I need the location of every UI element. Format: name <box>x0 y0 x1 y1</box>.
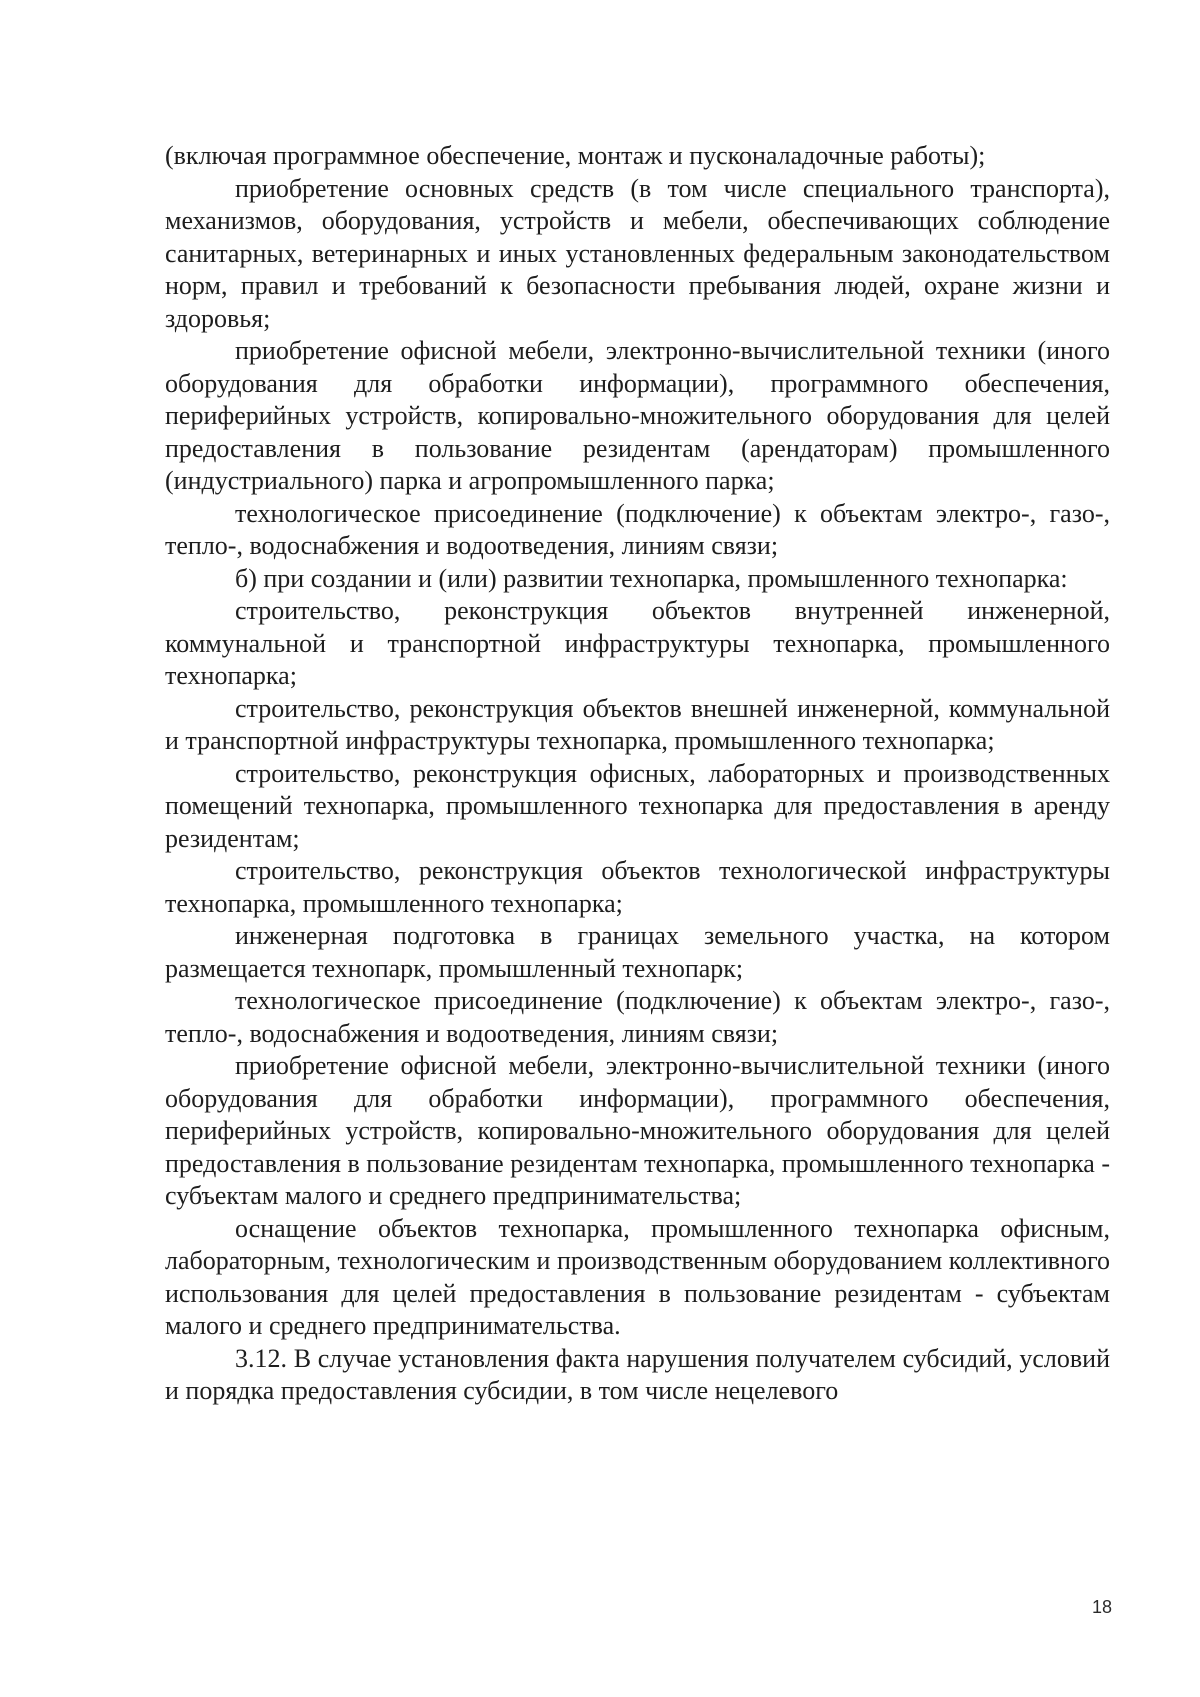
paragraph: 3.12. В случае установления факта нарушения получателем субсидий, условий и порядка предоставления субсидии, в том числе нецелевого <box>165 1343 1110 1405</box>
page-number: 18 <box>1091 1597 1112 1617</box>
paragraph: технологическое присоединение (подключение) к объектам электро-, газо-, тепло-, водоснабжения и водоотведения, линиям связи; <box>165 498 1110 560</box>
paragraph: б) при создании и (или) развитии технопарка, промышленного технопарка: <box>235 563 1068 593</box>
paragraph: приобретение офисной мебели, электронно-вычислительной техники (иного оборудования для обработки информации), программного обеспечения, периферийных устройств, копировально-множительного оборудования для целей предоставления в пользование резидентам технопарка, промышленного технопарка - субъектам малого и среднего предпринимательства; <box>165 1051 1110 1210</box>
paragraph: оснащение объектов технопарка, промышленного технопарка офисным, лабораторным, технологическим и производственным оборудованием коллективного использования для целей предоставления в пользование резидентам - субъектам малого и среднего предпринимательства. <box>165 1213 1110 1340</box>
paragraph: приобретение основных средств (в том числе специального транспорта), механизмов, оборудования, устройств и мебели, обеспечивающих соблюдение санитарных, ветеринарных и иных установленных федеральным законодательством норм, правил и требований к безопасности пребывания людей, охране жизни и здоровья; <box>165 173 1110 333</box>
paragraph: приобретение офисной мебели, электронно-вычислительной техники (иного оборудования для обработки информации), программного обеспечения, периферийных устройств, копировально-множительного оборудования для целей предоставления в пользование резидентам (арендаторам) промышленного (индустриального) парка и агропромышленного парка; <box>165 336 1110 495</box>
paragraph: строительство, реконструкция офисных, лабораторных и производственных помещений технопарка, промышленного технопарка для предоставления в аренду резидентам; <box>165 758 1110 853</box>
paragraph: строительство, реконструкция объектов технологической инфраструктуры технопарка, промышленного технопарка; <box>165 856 1110 918</box>
paragraph: строительство, реконструкция объектов внешней инженерной, коммунальной и транспортной инфраструктуры технопарка, промышленного технопарка; <box>165 693 1110 755</box>
paragraph: строительство, реконструкция объектов внутренней инженерной, коммунальной и транспортной инфраструктуры технопарка, промышленного технопарка; <box>165 596 1110 690</box>
paragraph: (включая программное обеспечение, монтаж и пусконаладочные работы); <box>165 141 986 170</box>
document-body <box>165 140 1110 1408</box>
paragraph: инженерная подготовка в границах земельного участка, на котором размещается технопарк, промышленный технопарк; <box>165 921 1110 983</box>
paragraph: технологическое присоединение (подключение) к объектам электро-, газо-, тепло-, водоснабжения и водоотведения, линиям связи; <box>165 986 1110 1048</box>
